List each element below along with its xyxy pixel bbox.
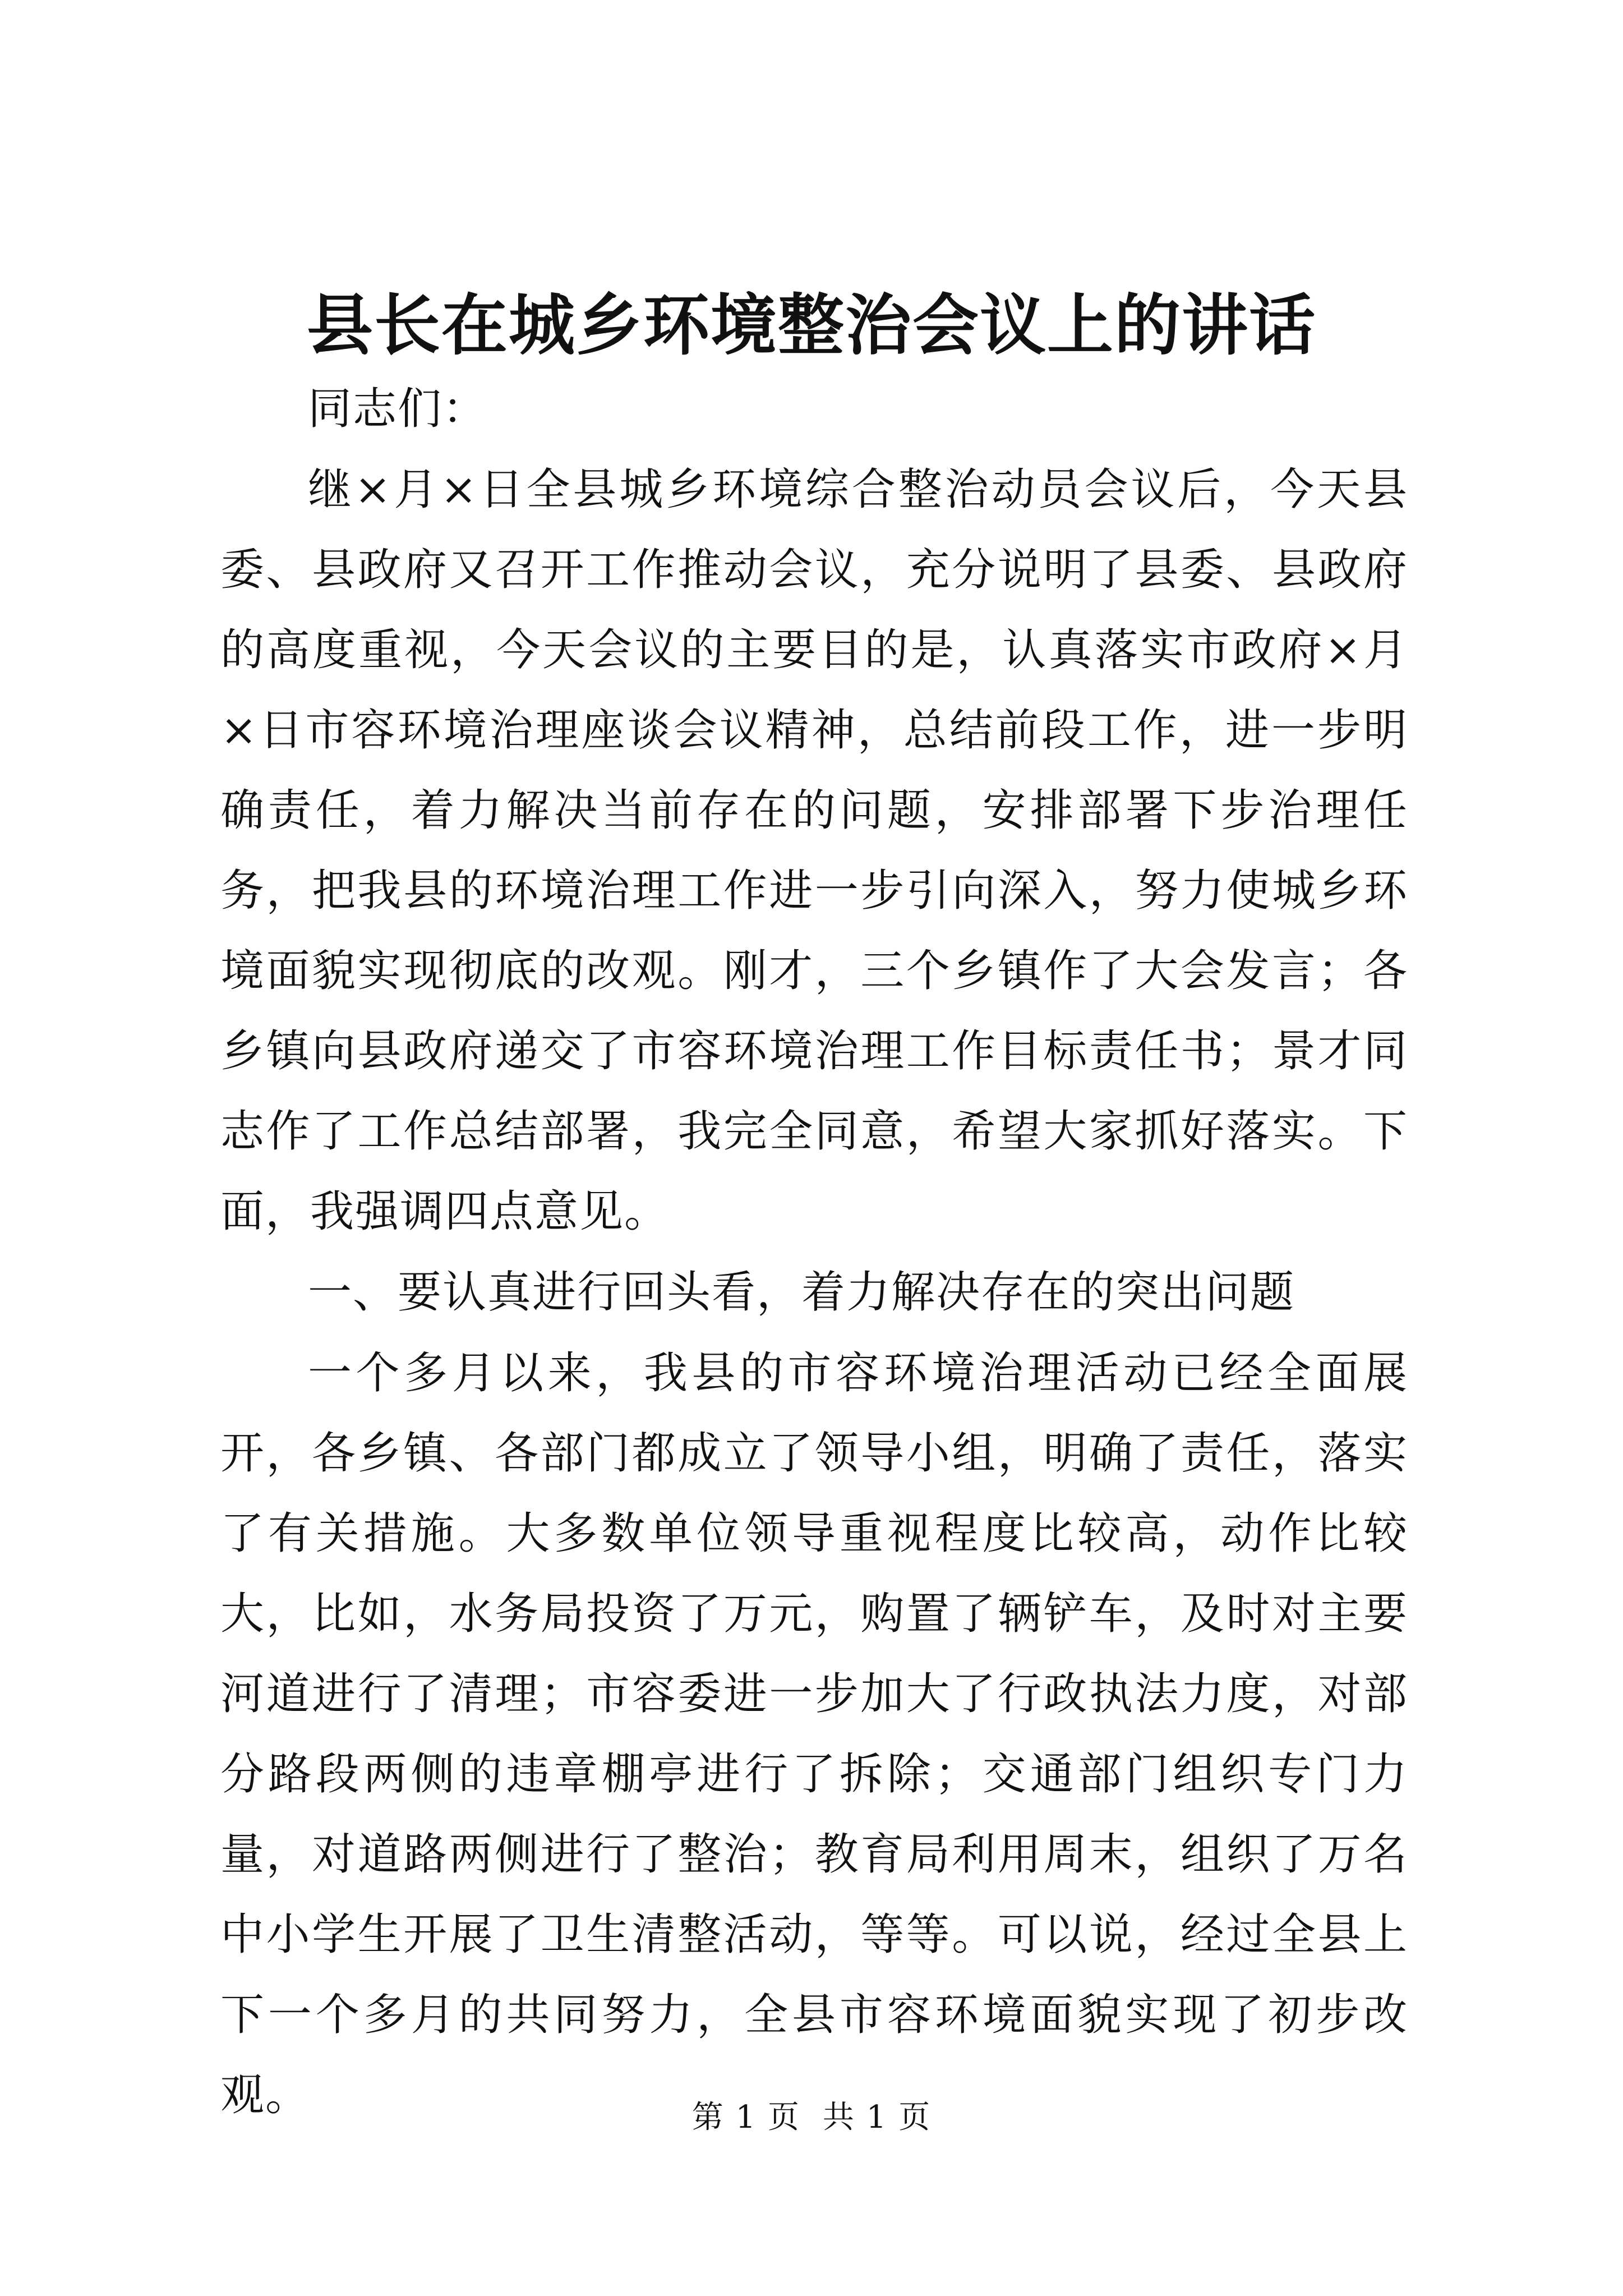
page-total: 共 1 页 xyxy=(823,2099,932,2136)
body-paragraph: 一个多月以来，我县的市容环境治理活动已经全面展开，各乡镇、各部门都成立了领导小组，明确了责任，落实了有关措施。大多数单位领导重视程度比较高，动作比较大，比如，水务局投资了万元，购置了辆铲车，及时对主要河道进行了清理；市容委进一步加大了行政执法力度，对部分路段两侧的违章棚亭进行了拆除；交通部门组织专门力量，对道路两侧进行了整治；教育局利用周末，组织了万名中小学生开展了卫生清整活动，等等。可以说，经过全县上下一个多月的共同努力，全县市容环境面貌实现了初步改观。 xyxy=(220,1348,1408,2120)
page-number: 第 1 页 xyxy=(691,2099,800,2136)
document-title: 县长在城乡环境整治会议上的讲话 xyxy=(306,286,1316,364)
document-body xyxy=(220,337,1408,2136)
opening-paragraph: 继×月×日全县城乡环境综合整治动员会议后，今天县委、县政府又召开工作推动会议，充分说明了县委、县政府的高度重视，今天会议的主要目的是，认真落实市政府×月×日市容环境治理座谈会议精神，总结前段工作，进一步明确责任，着力解决当前存在的问题，安排部署下步治理任务，把我县的环境治理工作进一步引向深入，努力使城乡环境面貌实现彻底的改观。刚才，三个乡镇作了大会发言；各乡镇向县政府递交了市容环境治理工作目标责任书；景才同志作了工作总结部署，我完全同意，希望大家抓好落实。下面，我强调四点意见。 xyxy=(220,464,1408,1237)
greeting-paragraph: 同志们： xyxy=(308,384,488,434)
page-footer xyxy=(0,2095,1623,2140)
section-heading: 一、要认真进行回头看，着力解决存在的突出问题 xyxy=(308,1267,1295,1318)
